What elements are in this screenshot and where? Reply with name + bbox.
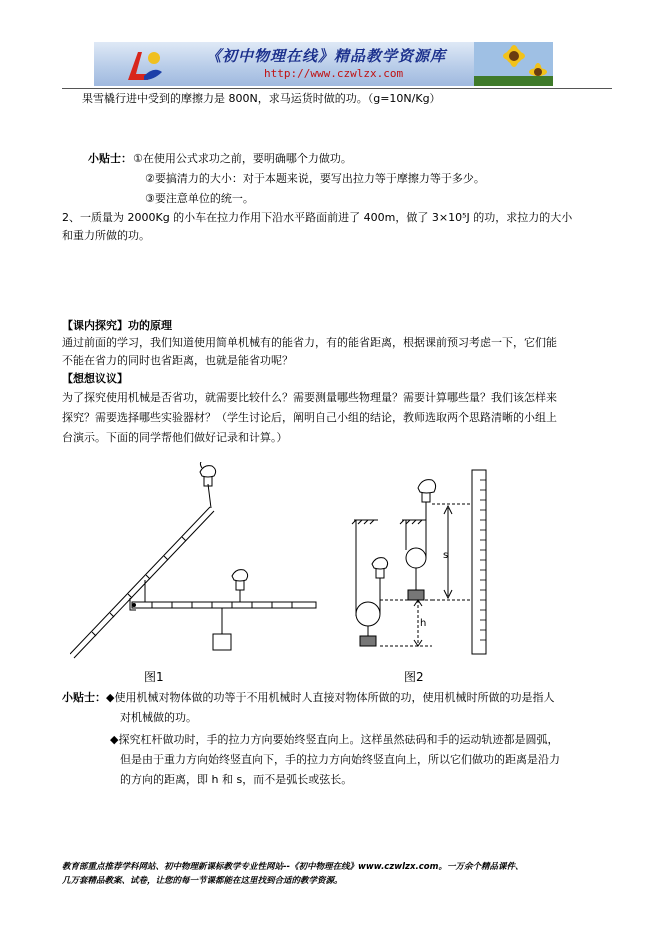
measuring-ruler <box>472 470 486 654</box>
tip2-bullet1-line2: 对机械做的功。 <box>120 711 197 724</box>
site-logo-icon <box>124 46 164 84</box>
label-h: h <box>420 618 427 629</box>
figure1-caption: 图1 <box>144 670 164 684</box>
think-line1: 为了探究使用机械是否省功，就需要比较什么？需要测量哪些物理量？需要计算哪些量？我们该怎样来 <box>62 391 557 404</box>
banner-title: 《初中物理在线》精品教学资源库 <box>206 47 447 65</box>
header-divider <box>62 88 612 89</box>
footer-line2: 几万套精品教案、试卷，让您的每一节课都能在这里找到合适的教学资源。 <box>62 876 343 886</box>
think-line3: 台演示。下面的同学帮他们做好记录和计算。） <box>62 431 288 444</box>
weight-left <box>360 636 376 646</box>
figure2-caption: 图2 <box>404 670 424 684</box>
hanging-weight <box>213 634 231 650</box>
explore-heading: 【课内探究】功的原理 <box>62 319 172 332</box>
tip1-line1: ①在使用公式求功之前，要明确哪个力做功。 <box>133 152 352 165</box>
sunflower-image <box>474 42 553 86</box>
think-line2: 探究？需要选择哪些实验器材？（学生讨论后，阐明自己小组的结论，教师选取两个思路清晰的小组上 <box>62 411 557 424</box>
tip1-line3: ③要注意单位的统一。 <box>145 192 254 205</box>
tip2-label: 小贴士： <box>62 691 106 704</box>
tip2-bullet1-line1: ◆使用机械对物体做的功等于不用机械时人直接对物体所做的功，使用机械时所做的功是指人 <box>106 691 555 704</box>
banner-url: http://www.czwlzx.com <box>264 67 404 80</box>
explore-para-line2: 不能在省力的同时也省距离，也就是能省功呢？ <box>62 354 293 367</box>
problem1-text: 果雪橇行进中受到的摩擦力是 800N，求马运货时做的功。（g=10N/Kg） <box>82 92 441 105</box>
movable-pulley-left <box>356 602 380 626</box>
horizontal-lever <box>132 602 316 608</box>
tip1-label: 小贴士： <box>88 152 132 165</box>
header-banner <box>94 42 553 86</box>
think-heading: 【想想议议】 <box>62 372 128 385</box>
tip2-bullet2-line2: 但是由于重力方向始终竖直向下，手的拉力方向始终竖直向上，所以它们做功的距离是沿力 <box>120 753 560 766</box>
weight-middle <box>408 590 424 600</box>
tip1-line2: ②要搞清力的大小：对于本题来说，要写出拉力等于摩擦力等于多少。 <box>145 172 485 185</box>
problem2-line1: 2、一质量为 2000Kg 的小车在拉力作用下沿水平路面前进了 400m，做了 3×10⁵J 的功，求拉力的大小 <box>62 211 573 224</box>
movable-pulley-middle <box>406 548 426 568</box>
footer-line1: 教育部重点推荐学科网站、初中物理新课标教学专业性网站--《初中物理在线》www.czwlzx.com。一万余个精品课件、 <box>62 862 524 872</box>
tip2-bullet2-line3: 的方向的距离，即 h 和 s，而不是弧长或弦长。 <box>120 773 353 786</box>
figure1-lever-diagram <box>70 462 330 662</box>
inclined-lever <box>70 507 214 658</box>
problem2-line2: 和重力所做的功。 <box>62 229 150 242</box>
figure2-pulley-diagram <box>340 466 500 658</box>
label-s: s <box>443 550 449 561</box>
tip2-bullet2-line1: ◆探究杠杆做功时，手的拉力方向要始终竖直向上。这样虽然砝码和手的运动轨迹都是圆弧， <box>110 733 559 746</box>
explore-para-line1: 通过前面的学习，我们知道使用简单机械有的能省力，有的能省距离，根据课前预习考虑一下，它们能 <box>62 336 557 349</box>
